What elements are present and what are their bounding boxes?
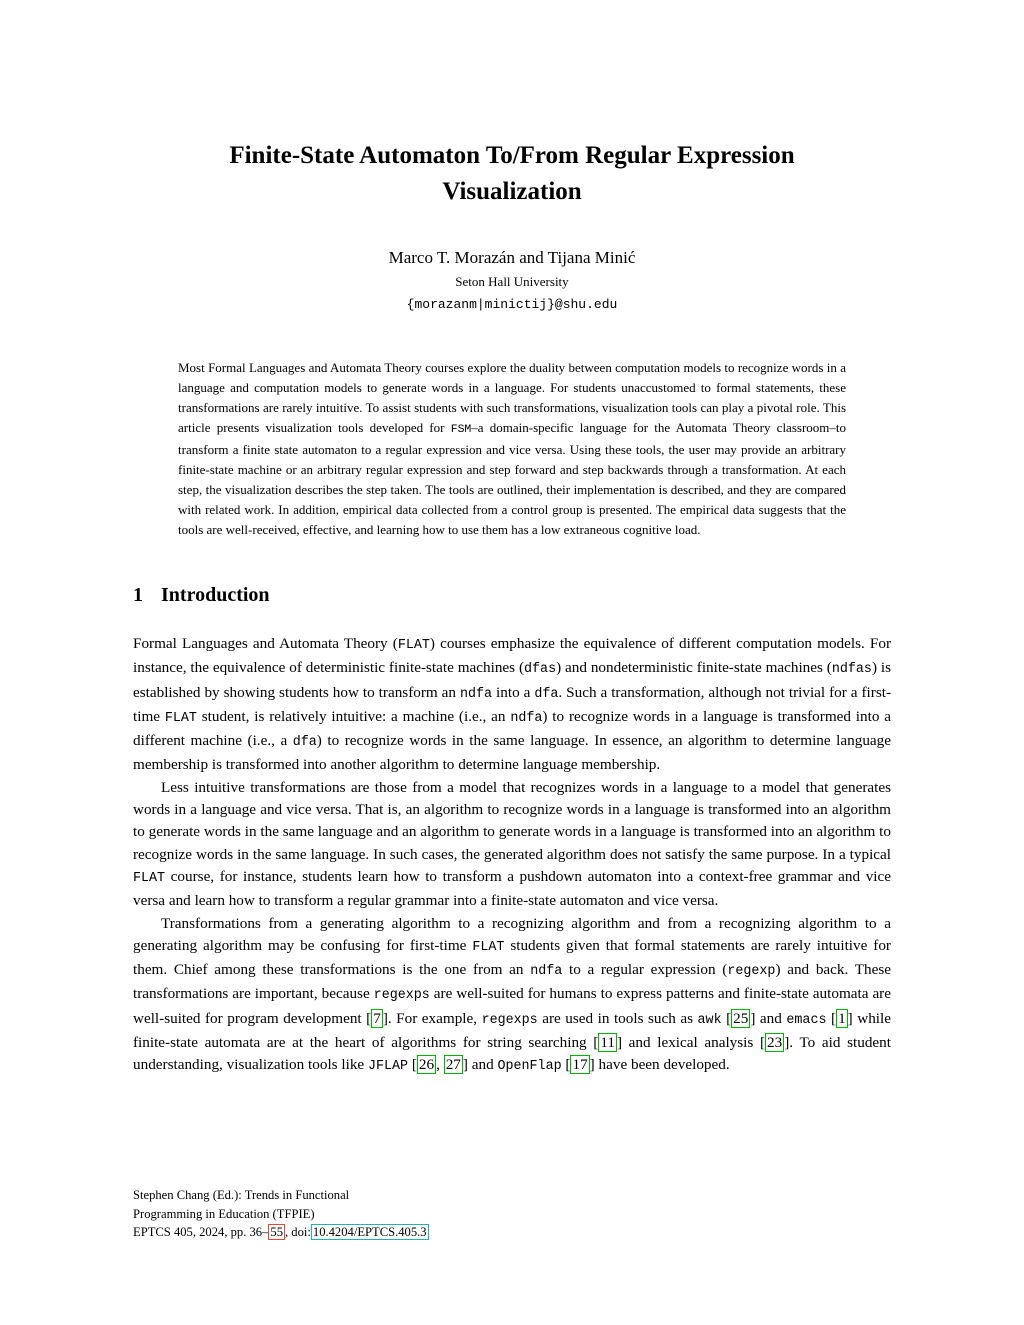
- code-text: ndfa: [460, 686, 493, 702]
- code-text: dfas: [524, 662, 557, 678]
- author-email: {morazanm|minictij}@shu.edu: [406, 297, 618, 312]
- text-run: ) to recognize words in the same language. In essence, an algorithm to determine language membership is transformed into another algorithm to determine language membership.: [133, 732, 891, 774]
- text-run: ) to recognize words in a language is transformed into a different machine (i.e., a: [133, 707, 891, 750]
- code-text: dfa: [292, 735, 317, 751]
- intro-paragraph-3: [133, 913, 891, 1079]
- text-run: –a domain-specific language for the Automata Theory classroom–to transform a finite state automaton to a regular expression and vice versa. Using these tools, the user may provide an arbitrary finite-state machine or an arbitrary regular expression and step forward and step backwards through a transformation. At each step, the visualization describes the step taken. The tools are outlined, their implementation is described, and they are compared with related work. In addition, empirical data collected from a control group is presented. The empirical data suggests that the tools are well-received, effective, and learning how to use them has a low extraneous cognitive load.: [178, 420, 846, 537]
- intro-paragraph-1: [133, 633, 891, 777]
- citation-link[interactable]: 27: [445, 1056, 461, 1074]
- code-text: FLAT: [397, 638, 430, 653]
- abstract-text: [178, 358, 846, 540]
- text-run: Transformations from a generating algorithm to a recognizing algorithm and from a recognizing algorithm to a generating algorithm may be confusing for first-time: [133, 914, 891, 954]
- text-run: Less intuitive transformations are those from a model that recognizes words in a language to a model that generates words in a language and vice versa. That is, an algorithm to recognize words in a language is transformed into an algorithm to generate words in the same language and an algorithm to generate words in a language is transformed into an algorithm to recognize words in the same language. In such cases, the generated algorithm does not satisfy the same purpose. In a typical: [133, 778, 891, 863]
- code-text: regexps: [481, 1012, 538, 1028]
- code-text: OpenFlap: [497, 1059, 562, 1075]
- text-run: ,: [436, 1056, 444, 1074]
- code-text: ndfa: [510, 710, 543, 726]
- text-run: to a regular expression (: [562, 961, 728, 979]
- code-text: FLAT: [133, 870, 166, 886]
- text-run: students given that formal statements are rarely intuitive for them. Chief among these transformations is the one from an: [133, 936, 891, 979]
- code-text: FLAT: [472, 939, 505, 955]
- text-run: ]. To aid student understanding, visualization tools like: [133, 1034, 891, 1074]
- code-text: emacs: [786, 1012, 827, 1028]
- text-run: , doi:: [285, 1225, 311, 1240]
- text-run: Most Formal Languages and Automata Theory courses explore the duality between computation models to recognize words in a language and computation models to generate words in a language. For students unaccustomed to formal statements, these transformations are rarely intuitive. To assist students with such transformations, visualization tools can play a pivotal role. This article presents visualization tools developed for: [178, 360, 846, 435]
- text-run: course, for instance, students learn how to transform a pushdown automaton into a context-free grammar and vice versa and learn how to transform a regular grammar into a finite-state automaton and vice versa.: [133, 867, 891, 910]
- code-text: JFLAP: [367, 1059, 409, 1075]
- text-run: ) and nondeterministic finite-state machines (: [556, 659, 832, 677]
- text-run: ] have been developed.: [589, 1056, 730, 1074]
- text-run: are well-suited for humans to express patterns and finite-state automata are well-suited for program development [: [133, 985, 891, 1027]
- footer-line-editor: Stephen Chang (Ed.): Trends in Functional: [133, 1188, 350, 1202]
- text-run: are used in tools such as: [537, 1009, 698, 1027]
- code-text: dfa: [534, 686, 559, 702]
- text-run: ] and: [750, 1009, 787, 1027]
- text-run: ) courses emphasize the equivalence of different computation models. For instance, the equivalence of deterministic finite-state machines (: [133, 635, 892, 677]
- citation-link[interactable]: 26: [418, 1056, 435, 1074]
- code-text: FSM: [450, 423, 472, 436]
- section-title: Introduction: [161, 584, 270, 606]
- citation-link[interactable]: 7: [373, 1009, 381, 1027]
- text-run: ) is established by showing students how to transform an: [133, 659, 892, 701]
- footer: [133, 1186, 891, 1242]
- author-affiliation: Seton Hall University: [455, 274, 569, 289]
- text-run: into a: [492, 683, 535, 701]
- text-run: . Such a transformation, although not trivial for a first-time: [133, 683, 892, 725]
- page-range-link[interactable]: 55: [270, 1225, 283, 1240]
- text-run: [: [826, 1009, 837, 1027]
- footer-line-eptcs: [133, 1223, 891, 1242]
- code-text: regexps: [373, 988, 430, 1004]
- code-text: ndfa: [530, 964, 563, 980]
- citation-link[interactable]: 17: [572, 1056, 588, 1074]
- intro-paragraph-2: [133, 777, 891, 913]
- text-run: [: [721, 1009, 732, 1027]
- code-text: regexp: [727, 964, 776, 980]
- section-number: 1: [133, 584, 143, 606]
- code-text: FLAT: [164, 710, 197, 726]
- text-run: [: [408, 1056, 417, 1074]
- text-run: ] and lexical analysis [: [616, 1034, 766, 1052]
- paper-title: Finite-State Automaton To/From Regular Expression Visualization: [229, 142, 795, 205]
- author-names: Marco T. Morazán and Tijana Minić: [388, 248, 636, 267]
- text-run: ] while finite-state automata are at the heart of algorithms for string searching [: [133, 1009, 891, 1052]
- text-run: ] and: [462, 1056, 498, 1074]
- citation-link[interactable]: 25: [733, 1009, 749, 1027]
- text-run: ]. For example,: [382, 1009, 482, 1027]
- text-run: Formal Languages and Automata Theory (: [133, 635, 398, 652]
- code-text: awk: [697, 1012, 722, 1028]
- code-text: ndfas: [831, 662, 872, 678]
- citation-link[interactable]: 11: [600, 1034, 615, 1052]
- footer-line-venue: Programming in Education (TFPIE): [133, 1206, 315, 1221]
- citation-link[interactable]: 23: [767, 1034, 783, 1052]
- doi-link[interactable]: 10.4204/EPTCS.405.3: [312, 1225, 427, 1240]
- text-run: ) and back. These transformations are important, because: [133, 961, 891, 1003]
- text-run: student, is relatively intuitive: a machine (i.e., an: [196, 707, 511, 725]
- text-run: [: [561, 1056, 571, 1074]
- paper-content: [133, 0, 891, 1079]
- text-run: EPTCS 405, 2024, pp. 36–: [133, 1225, 269, 1240]
- section-heading: [133, 584, 891, 607]
- citation-link[interactable]: 1: [838, 1009, 846, 1027]
